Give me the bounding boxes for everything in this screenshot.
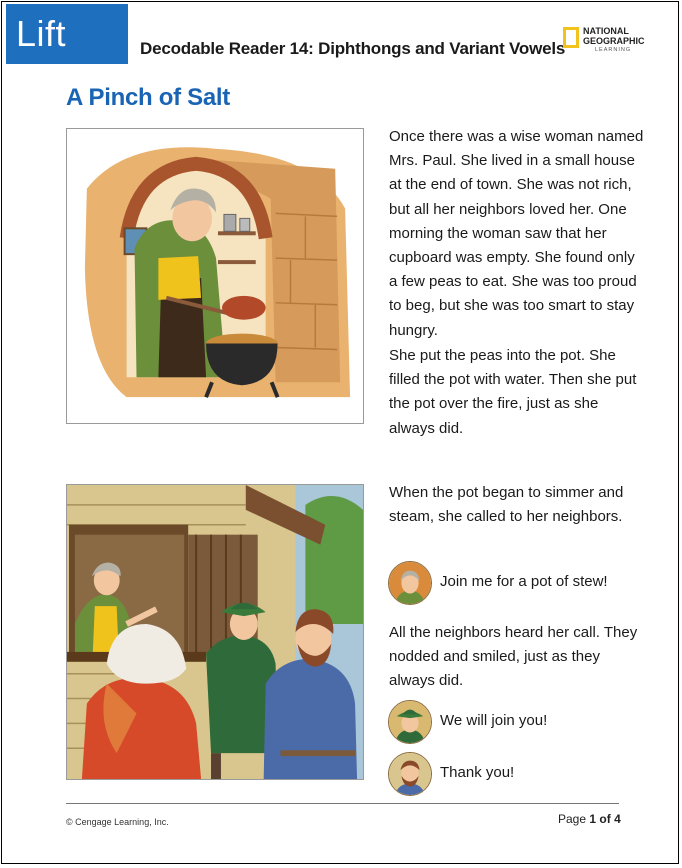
page-of: of xyxy=(599,812,611,826)
dialogue-text-2: We will join you! xyxy=(440,712,548,729)
paragraph-1: Once there was a wise woman named Mrs. Paul. She lived in a small house at the end of town. She was not rich, but all her neighbors loved her. One morning the woman saw that her cupboard was empty. She found only a few peas to eat. She was too proud to beg, but she was too smart to stay hungry. xyxy=(389,128,644,339)
page-current: 1 xyxy=(589,812,597,826)
paragraph-3: When the pot began to simmer and steam, she called to her neighbors. xyxy=(389,484,624,526)
page-label: Page xyxy=(558,812,587,826)
bearded-man-avatar-icon xyxy=(388,752,432,796)
paragraph-4: All the neighbors heard her call. They nodded and smiled, just as they always did. xyxy=(389,624,638,690)
story-title: A Pinch of Salt xyxy=(66,84,230,111)
neighbors-at-window-illustration xyxy=(66,484,364,780)
dialogue-text-3: Thank you! xyxy=(440,764,515,781)
reader-title: Decodable Reader 14: Diphthongs and Variant Vowels xyxy=(140,39,566,58)
page-indicator xyxy=(558,812,621,826)
copyright-notice: © Cengage Learning, Inc. xyxy=(66,817,169,827)
footer-divider xyxy=(66,803,619,804)
lift-series-tab xyxy=(6,4,128,64)
dialogue-text-1: Join me for a pot of stew! xyxy=(440,573,608,590)
national-geographic-logo xyxy=(563,26,653,60)
series-label: Lift xyxy=(16,13,67,54)
logo-line-2: GEOGRAPHIC xyxy=(583,36,645,46)
yellow-frame-icon xyxy=(563,27,579,48)
logo-line-3: LEARNING xyxy=(595,47,632,53)
logo-line-1: NATIONAL xyxy=(583,26,629,36)
page-total: 4 xyxy=(614,812,621,826)
old-woman-avatar-icon xyxy=(388,561,432,605)
document-page xyxy=(1,1,679,864)
woman-stirring-pot-illustration xyxy=(66,128,364,424)
man-in-green-hat-avatar-icon xyxy=(388,700,432,744)
paragraph-2: She put the peas into the pot. She filled the pot with water. Then she put the pot over the fire, just as she always did. xyxy=(389,347,637,437)
